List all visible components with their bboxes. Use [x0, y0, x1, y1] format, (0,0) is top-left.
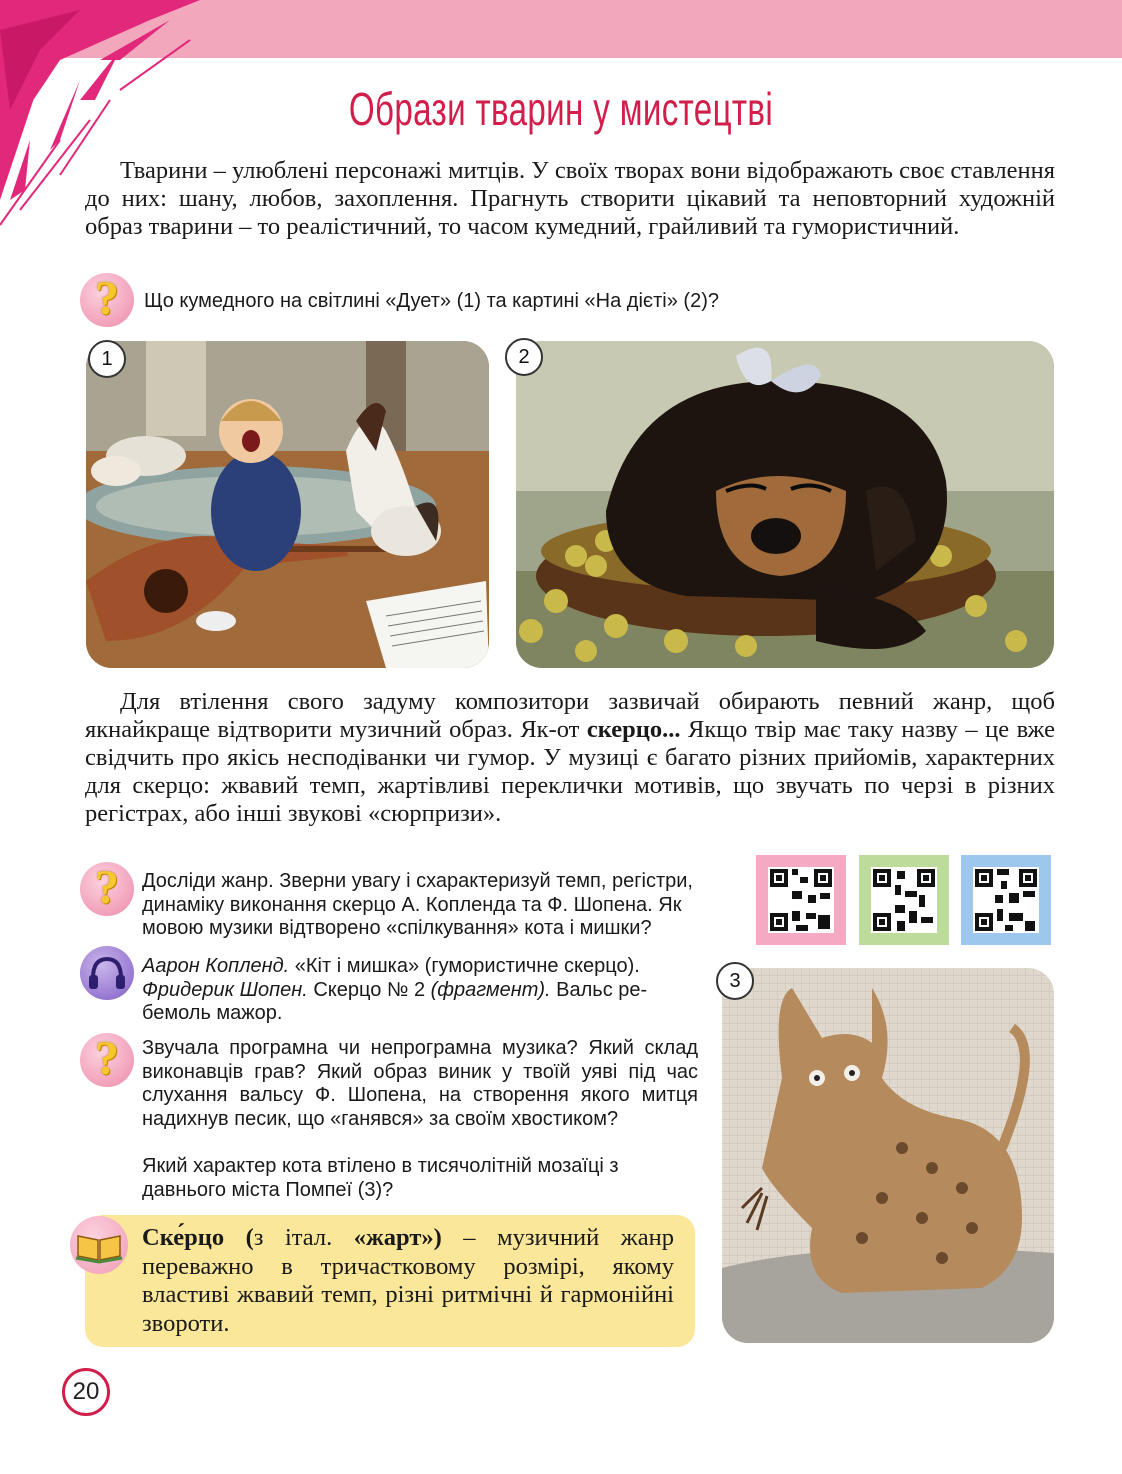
definition-origin: з італ. [253, 1224, 354, 1251]
work-waltz: Вальс ре-бемоль мажор. [142, 978, 648, 1024]
definition-close-paren: ) [433, 1224, 442, 1251]
definition-open-paren: ( [224, 1224, 254, 1251]
image-number-3: 3 [716, 962, 754, 1000]
page-title: Образи тварин у мистецтві [348, 83, 774, 135]
headphones-icon [80, 946, 134, 1000]
scherzo-paragraph-part2: Якщо твір має таку назву – це вже свідчить про якісь несподіванки чи гумор. У музиці є багато різних прийомів, характерних для скерцо: жвавий темп, жартівливі переклички мотивів, що звучать по черзі в різних регістрах, або інші звукові «сюрпризи». [85, 716, 1055, 827]
definition-body: – музичний жанр переважно в тричастковому розмірі, якому властиві жвавий темп, різні ритмічні й гармонійні звороти. [142, 1224, 674, 1337]
painting-on-diet [516, 341, 1054, 668]
question-icon: ? [80, 273, 134, 327]
composer-copland: Аарон Копленд. [142, 955, 290, 977]
question-2: Досліди жанр. Зверни увагу і схарактеризуй темп, регістри, динаміку виконання скерцо А. Копленда та Ф. Шопена. Як мовою музики відтворено «спілкування» кота і мишки? [142, 870, 693, 939]
work-fragment-note: (фрагмент). [430, 978, 551, 1001]
qr-code-1[interactable] [756, 855, 846, 945]
book-icon [70, 1216, 128, 1274]
question-icon: ? [80, 862, 134, 916]
definition-term: Ске́рцо [142, 1224, 225, 1251]
definition-text [142, 1224, 674, 1338]
question-icon: ? [80, 1033, 134, 1087]
composer-chopin: Фридерик Шопен. [142, 978, 308, 1001]
question-1: Що кумедного на світлині «Дует» (1) та картині «На дієті» (2)? [144, 290, 719, 312]
work-scherzo-2: Скерцо № 2 [307, 978, 431, 1001]
scherzo-paragraph [85, 688, 1055, 828]
photo-duet [86, 341, 489, 668]
qr-code-3[interactable] [961, 855, 1051, 945]
mosaic-cat [722, 968, 1054, 1343]
scherzo-term-bold: скерцо... [586, 716, 681, 743]
intro-paragraph: Тварини – улюблені персонажі митців. У своїх творах вони відображають своє ставлення до них: шану, любов, захоплення. Прагнуть створити цікавий та неповторний художній образ тварини – то реалістичний, то часом кумедний, грайливий та гумористичний. [85, 157, 1055, 240]
work-cat-and-mouse: «Кіт і мишка» (гумористичне скерцо). [289, 955, 640, 977]
image-number-1: 1 [88, 340, 126, 378]
definition-quote: «жарт» [353, 1224, 434, 1251]
listening-list [142, 955, 698, 1026]
question-3: Звучала програмна чи непрограмна музика? Який склад виконавців грав? Який образ виник у твоїй уяві під час слухання вальсу Ф. Шопена, на створення якого митця надихнув песик, що «ганявся» за своїм хвостиком? [142, 1037, 698, 1130]
scherzo-paragraph-part1: Для втілення свого задуму композитори зазвичай обирають певний жанр, щоб якнайкраще відтворити музичний образ. Як-от [85, 688, 1055, 743]
qr-code-2[interactable] [859, 855, 949, 945]
page-number: 20 [62, 1368, 110, 1416]
image-number-2: 2 [505, 338, 543, 376]
question-4: Який характер кота втілено в тисячолітній мозаїці з давнього міста Помпеї (3)? [142, 1155, 619, 1201]
